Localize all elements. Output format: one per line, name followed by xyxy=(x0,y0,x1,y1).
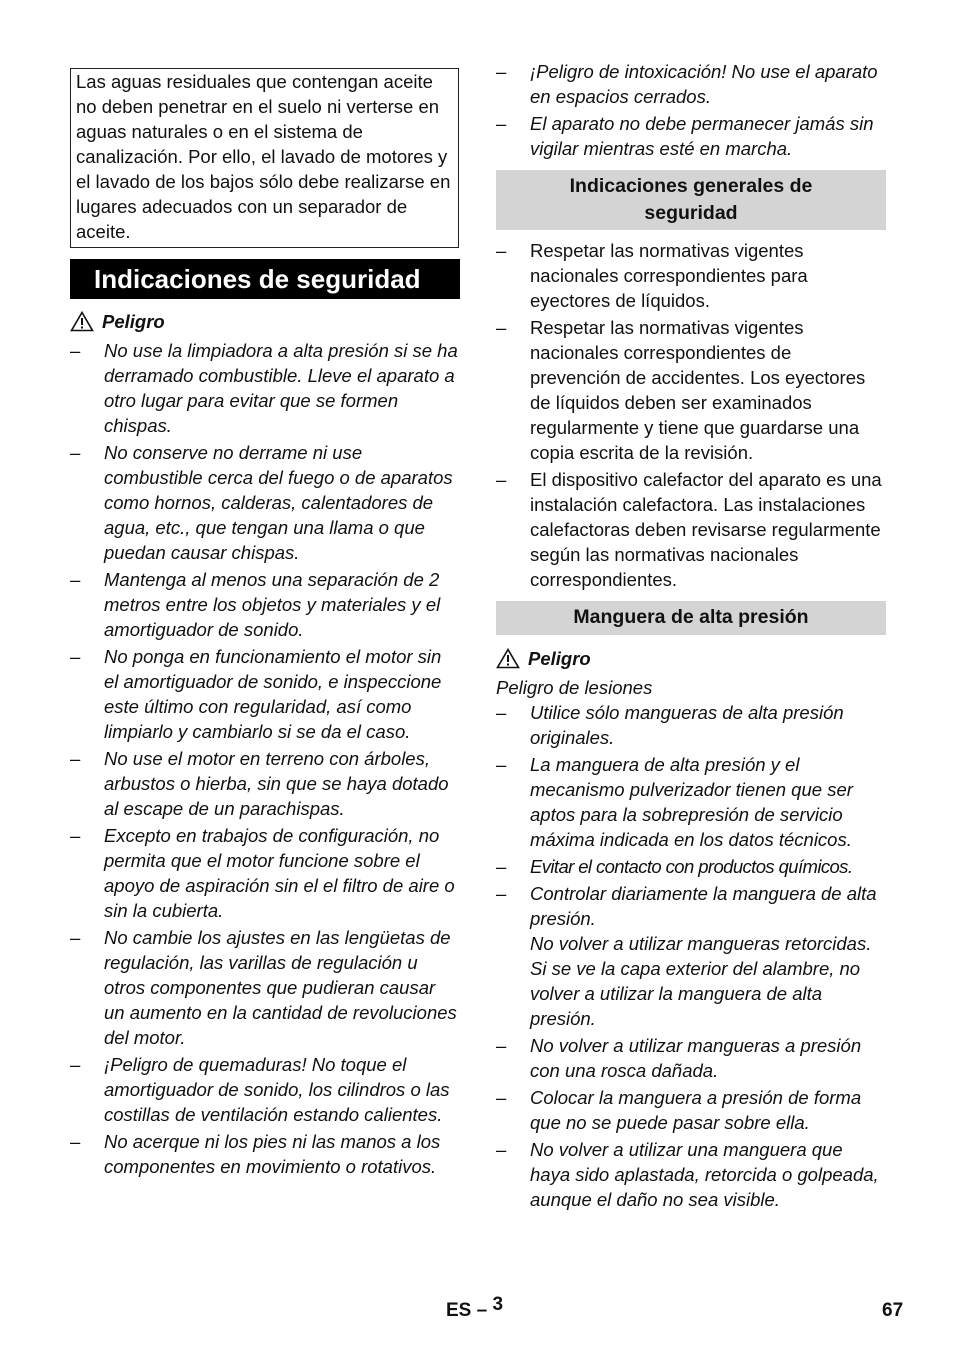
list-item xyxy=(496,315,886,465)
list-dash: – xyxy=(70,1054,81,1075)
list-item-text: No ponga en funcionamiento el motor sin el amortiguador de sonido, e inspeccione este último con regularidad, así como limpiarlo y cambiarlo si se da el caso. xyxy=(104,646,442,742)
list-item xyxy=(70,644,460,744)
hose-intro: Peligro de lesiones xyxy=(496,677,653,698)
list-dash: – xyxy=(496,113,507,134)
list-item xyxy=(70,1129,460,1179)
list-dash: – xyxy=(70,569,81,590)
list-item xyxy=(496,111,886,161)
list-dash: – xyxy=(496,754,507,775)
list-item xyxy=(70,338,460,438)
list-item xyxy=(496,1137,886,1212)
list-item-text: Evitar el contacto con productos químicos. xyxy=(530,856,853,877)
list-dash: – xyxy=(70,825,81,846)
hose-warning xyxy=(496,646,591,671)
warning-triangle-icon xyxy=(70,311,94,332)
general-safety-title xyxy=(496,170,886,230)
list-item-continuation: Si se ve la capa exterior del alambre, no volver a utilizar la manguera de alta presión. xyxy=(530,958,861,1029)
list-item-text: El aparato no debe permanecer jamás sin vigilar mientras esté en marcha. xyxy=(530,113,874,159)
left-warning xyxy=(70,309,165,334)
list-item xyxy=(496,1033,886,1083)
list-item-text: No conserve no derrame ni use combustible cerca del fuego o de aparatos como hornos, calderas, calentadores de agua, etc., que tengan una llama o que puedan causar chispas. xyxy=(104,442,453,563)
oil-separator-notice: Las aguas residuales que contengan aceite no deben penetrar en el suelo ni verterse en aguas naturales o en el sistema de canalización. Por ello, el lavado de motores y el lavado de los bajos sólo debe realizarse en lugares adecuados con un separador de aceite. xyxy=(70,68,459,248)
list-dash: – xyxy=(496,702,507,723)
warning-label: Peligro xyxy=(102,311,165,332)
list-item xyxy=(70,440,460,565)
list-item xyxy=(496,238,886,313)
list-item xyxy=(496,752,886,852)
list-dash: – xyxy=(496,61,507,82)
list-item-text: Colocar la manguera a presión de forma que no se puede pasar sobre ella. xyxy=(530,1087,862,1133)
footer-dash: – xyxy=(476,1300,488,1321)
warning-label: Peligro xyxy=(528,648,591,669)
list-item xyxy=(496,1085,886,1135)
hose-list xyxy=(496,700,886,1214)
list-item-text: Utilice sólo mangueras de alta presión originales. xyxy=(530,702,844,748)
list-item xyxy=(70,746,460,821)
list-item xyxy=(70,823,460,923)
list-item-text: Mantenga al menos una separación de 2 metros entre los objetos y materiales y el amortiguador de sonido. xyxy=(104,569,441,640)
list-item xyxy=(70,1052,460,1127)
list-item-text: Excepto en trabajos de configuración, no permita que el motor funcione sobre el apoyo de aspiración sin el el filtro de aire o sin la cubierta. xyxy=(104,825,455,921)
list-item-text: No use la limpiadora a alta presión si se ha derramado combustible. Lleve el aparato a otro lugar para evitar que se formen chispas. xyxy=(104,340,458,436)
list-item-continuation: No volver a utilizar mangueras retorcidas. xyxy=(530,933,872,954)
right-danger-list xyxy=(496,59,886,163)
list-dash: – xyxy=(496,1035,507,1056)
list-item-text: No volver a utilizar mangueras a presión con una rosca dañada. xyxy=(530,1035,862,1081)
list-dash: – xyxy=(496,469,507,490)
list-item-text: No cambie los ajustes en las lengüetas de regulación, las varillas de regulación u otros componentes que pudieran causar un aumento en la cantidad de revoluciones del motor. xyxy=(104,927,457,1048)
list-item xyxy=(70,925,460,1050)
list-item xyxy=(496,854,886,879)
list-dash: – xyxy=(70,748,81,769)
left-danger-list xyxy=(70,338,460,1181)
list-item xyxy=(70,567,460,642)
list-item xyxy=(496,881,886,1031)
general-safety-list xyxy=(496,238,886,594)
list-dash: – xyxy=(70,340,81,361)
list-item-text: ¡Peligro de quemaduras! No toque el amortiguador de sonido, los cilindros o las costillas de ventilación estando calientes. xyxy=(104,1054,450,1125)
list-item-text: Respetar las normativas vigentes nacionales correspondientes de prevención de accidentes. Los eyectores de líquidos deben ser examinados regularmente y tiene que guardarse una copia escrita de la revisión. xyxy=(530,317,866,463)
general-safety-title-text: Indicaciones generales de seguridad xyxy=(569,175,813,224)
list-dash: – xyxy=(496,856,506,877)
list-dash: – xyxy=(496,883,507,904)
list-dash: – xyxy=(70,442,81,463)
list-item xyxy=(496,467,886,592)
footer-lang: ES xyxy=(446,1300,472,1321)
footer-local-page: 3 xyxy=(492,1294,504,1315)
list-dash: – xyxy=(496,317,507,338)
section-title: Indicaciones de seguridad xyxy=(70,259,460,299)
hose-section-title: Manguera de alta presión xyxy=(496,601,886,635)
list-dash: – xyxy=(70,927,81,948)
list-item-text: Controlar diariamente la manguera de alta presión. xyxy=(530,883,877,929)
list-item-text: ¡Peligro de intoxicación! No use el aparato en espacios cerrados. xyxy=(530,61,878,107)
list-item-text: La manguera de alta presión y el mecanismo pulverizador tienen que ser aptos para la sobrepresión de servicio máxima indicada en los datos técnicos. xyxy=(530,754,853,850)
list-item-text: No use el motor en terreno con árboles, arbustos o hierba, sin que se haya dotado al escape de un parachispas. xyxy=(104,748,449,819)
list-item-text: Respetar las normativas vigentes nacionales correspondientes para eyectores de líquidos. xyxy=(530,240,808,311)
list-dash: – xyxy=(496,240,507,261)
list-item-text: No acerque ni los pies ni las manos a los componentes en movimiento o rotativos. xyxy=(104,1131,441,1177)
list-item xyxy=(496,700,886,750)
footer-language-page xyxy=(446,1294,504,1323)
list-item-text: El dispositivo calefactor del aparato es una instalación calefactora. Las instalaciones calefactoras deben revisarse regularmente según las normativas nacionales correspondientes. xyxy=(530,469,882,590)
page-number: 67 xyxy=(882,1300,904,1321)
list-dash: – xyxy=(496,1087,507,1108)
list-item xyxy=(496,59,886,109)
list-dash: – xyxy=(70,1131,81,1152)
list-dash: – xyxy=(70,646,81,667)
list-dash: – xyxy=(496,1139,507,1160)
list-item-text: No volver a utilizar una manguera que haya sido aplastada, retorcida o golpeada, aunque el daño no sea visible. xyxy=(530,1139,879,1210)
warning-triangle-icon xyxy=(496,648,520,669)
